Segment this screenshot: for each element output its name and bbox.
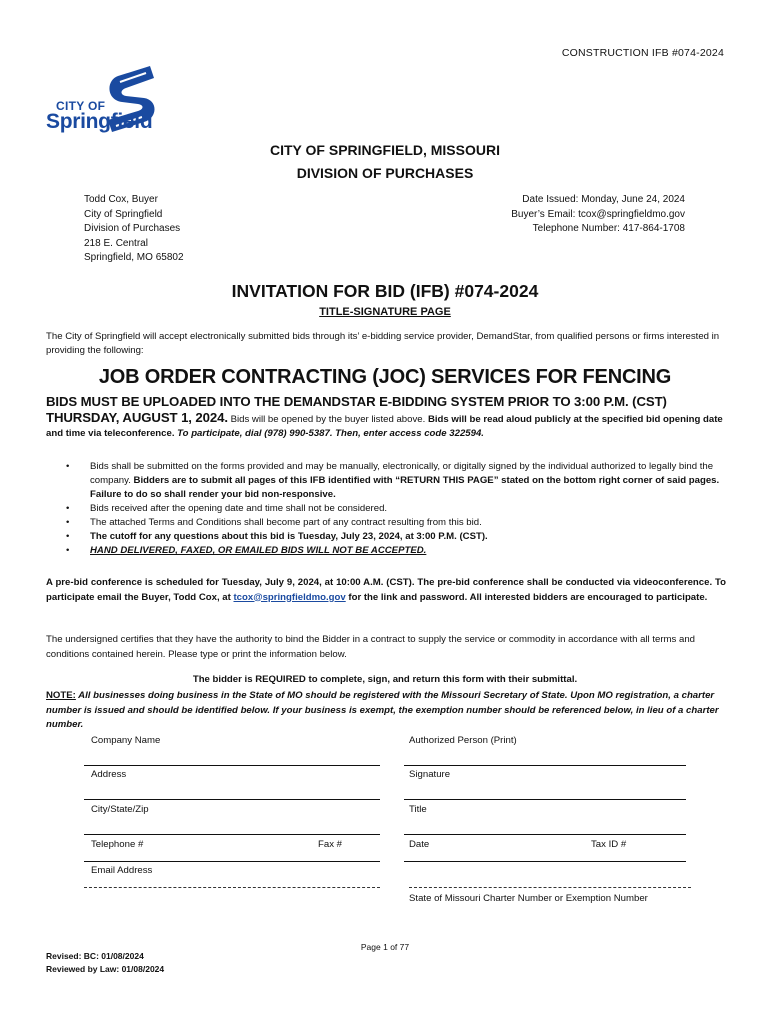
registration-note [46,689,726,733]
deadline-statement: BIDS MUST BE UPLOADED INTO THE DEMANDSTAR E-BIDDING SYSTEM PRIOR TO 3:00 P.M. (CST) THURSDAY, AUGUST 1, 2024. [46,394,667,425]
prebid-paragraph [46,576,726,605]
logo-springfield: Springfield [46,110,153,133]
city-logo [46,62,158,136]
title-label: Title [409,804,427,815]
list-item [66,502,730,516]
authorized-person-line[interactable] [404,765,686,766]
prebid-text: for the link and password. All interested bidders are encouraged to participate. [345,591,708,603]
bullet-icon: • [66,461,70,472]
list-item [66,544,730,558]
rule-text: Bids shall be submitted on the forms provided and may be manually, electronically, or digitally signed by the individual authorized to legally bind the company. [90,461,714,486]
note-text: All businesses doing business in the State of MO should be registered with the Missouri Secretary of State. Upon MO registration, a charter number is issued and should be identified below. If your business is exempt, the exemption number should be referenced below, in lieu of a charter number. [46,690,719,730]
rule-text: Bids received after the opening date and time shall not be considered. [90,503,388,514]
tax-id-label: Tax ID # [591,839,627,850]
bullet-icon: • [66,503,70,514]
buyer-line: 218 E. Central [84,237,148,249]
rule-text: The attached Terms and Conditions shall become part of any contract resulting from this bid. [90,517,482,528]
buyer-line: City of Springfield [84,208,163,220]
list-item [66,460,730,502]
date-tax-id-line[interactable] [404,861,686,862]
list-item [66,516,730,530]
buyer-email-link[interactable]: tcox@springfieldmo.gov [233,591,346,603]
bullet-icon: • [66,531,70,542]
telephone-number: Telephone Number: 417-864-1708 [532,223,685,235]
city-title: CITY OF SPRINGFIELD, MISSOURI [270,142,500,158]
buyer-address-block [84,193,184,266]
email-address-line[interactable] [84,887,380,888]
address-line[interactable] [84,799,380,800]
issue-info-block [511,193,685,237]
project-title: JOB ORDER CONTRACTING (JOC) SERVICES FOR FENCING [98,366,672,388]
page-number: Page 1 of 77 [360,942,410,952]
list-item [66,530,730,544]
signature-label: Signature [409,769,451,780]
logo-city-of: CITY OF [56,99,106,113]
rule-text-bold: Bidders are to submit all pages of this IFB identified with “RETURN THIS PAGE” stated on the bottom right corner of said pages. Failure to do so shall render your bid non-responsive. [90,475,720,500]
teleconference-info: To participate, dial (978) 990-5387. Then, enter access code 322594. [174,428,484,439]
telephone-fax-line[interactable] [84,861,380,862]
city-state-zip-label: City/State/Zip [91,804,149,815]
revised-date: Revised: BC: 01/08/2024 [46,951,144,961]
revision-footer [46,950,164,976]
certification-paragraph: The undersigned certifies that they have the authority to bind the Bidder in a contract to supply the service or commodity in accordance with all terms and conditions contained herein. Please type or print the information below. [46,634,695,660]
intro-paragraph: The City of Springfield will accept electronically submitted bids through its’ e-bidding service provider, DemandStar, from qualified persons or firms interested in providing the following: [46,331,720,356]
title-line[interactable] [404,834,686,835]
opening-note: Bids will be opened by the buyer listed above. [227,414,428,425]
bullet-icon: • [66,545,70,556]
header-ifb-reference: CONSTRUCTION IFB #074-2024 [561,47,724,59]
signature-page-heading: TITLE-SIGNATURE PAGE [319,306,451,318]
rule-text-emphasis: HAND DELIVERED, FAXED, OR EMAILED BIDS WILL NOT BE ACCEPTED. [90,545,427,556]
bullet-icon: • [66,517,70,528]
city-state-zip-line[interactable] [84,834,380,835]
bid-rules-list [66,460,730,558]
buyer-line: Division of Purchases [84,223,181,235]
buyer-line: Todd Cox, Buyer [84,194,158,205]
company-name-label: Company Name [91,735,161,746]
address-label: Address [91,769,127,780]
fax-label: Fax # [318,839,342,850]
buyer-email: Buyer’s Email: tcox@springfieldmo.gov [511,208,685,220]
division-title: DIVISION OF PURCHASES [296,165,474,181]
date-label: Date [409,839,430,850]
read-aloud-note: Bids will be read aloud publicly at the specified bid opening date and time via teleconference. [46,414,723,439]
rule-text-bold: The cutoff for any questions about this bid is Tuesday, July 23, 2024, at 3:00 P.M. (CST). [90,531,488,542]
prebid-text: A pre-bid conference is scheduled for Tuesday, July 9, 2024, at 10:00 A.M. (CST). The pre-bid conference shall be conducted via videoconference. To participate email the Buyer, Todd Cox, at [46,577,726,603]
charter-number-line[interactable] [409,887,691,888]
company-name-line[interactable] [84,765,380,766]
telephone-label: Telephone # [91,839,144,850]
charter-number-label: State of Missouri Charter Number or Exemption Number [409,893,648,904]
authorized-person-label: Authorized Person (Print) [409,735,517,746]
reviewed-date: Reviewed by Law: 01/08/2024 [46,964,165,974]
ifb-title: INVITATION FOR BID (IFB) #074-2024 [231,281,539,301]
bid-deadline-paragraph [46,395,730,441]
note-label: NOTE: [46,690,76,701]
date-issued: Date Issued: Monday, June 24, 2024 [522,194,685,205]
email-address-label: Email Address [91,865,153,876]
buyer-line: Springfield, MO 65802 [84,252,184,264]
signature-line[interactable] [404,799,686,800]
required-statement: The bidder is REQUIRED to complete, sign, and return this form with their submittal. [192,674,578,685]
